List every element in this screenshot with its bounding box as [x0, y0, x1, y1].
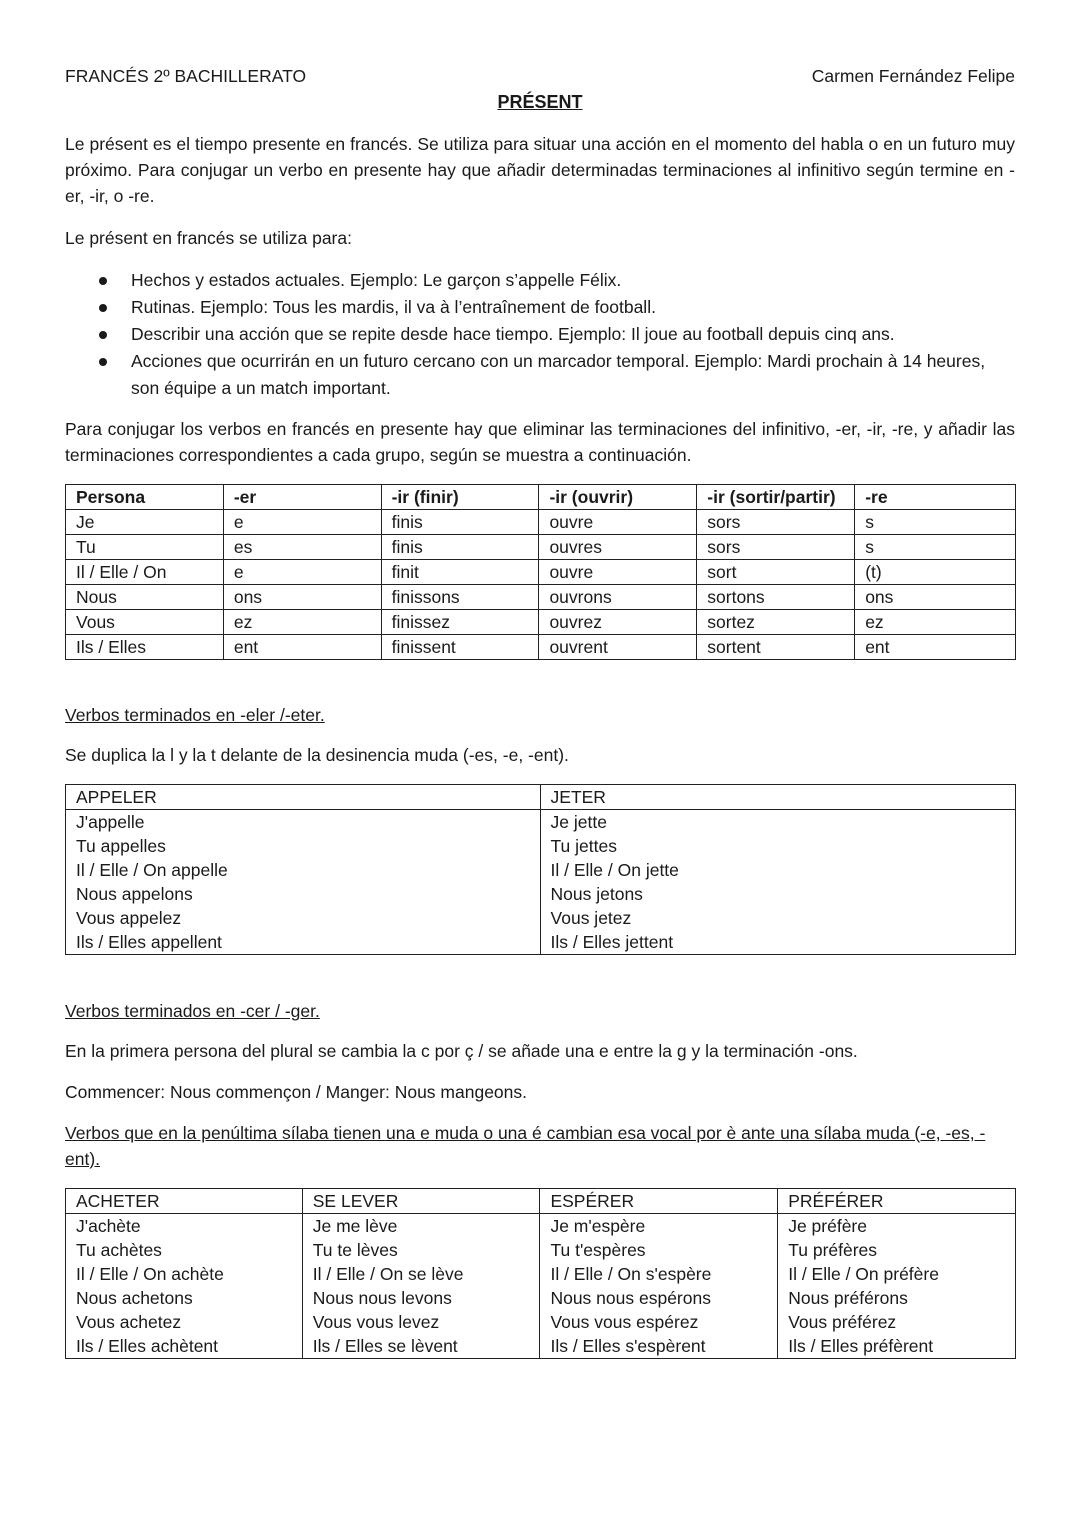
table-cell: finissons — [381, 585, 539, 610]
table-row — [66, 834, 1016, 858]
table-row — [66, 510, 1016, 535]
uses-title: Le présent en francés se utiliza para: — [65, 228, 352, 248]
table-row — [66, 1238, 1016, 1262]
table-cell: Je m'espère — [540, 1214, 778, 1239]
bullet-icon — [99, 358, 107, 366]
table-header-row — [66, 485, 1016, 510]
table-cell: ons — [223, 585, 381, 610]
col-header: -ir (finir) — [381, 485, 539, 510]
page-title: PRÉSENT — [497, 92, 583, 112]
table-row — [66, 1334, 1016, 1359]
col-header: SE LEVER — [302, 1189, 540, 1214]
table-cell: sortez — [697, 610, 855, 635]
table-cell: (t) — [855, 560, 1016, 585]
table-cell: sors — [697, 535, 855, 560]
table-cell: Nous préférons — [778, 1286, 1016, 1310]
table-cell: s — [855, 535, 1016, 560]
table-cell: Ils / Elles appellent — [66, 930, 541, 955]
col-header: -ir (sortir/partir) — [697, 485, 855, 510]
table-cell: e — [223, 510, 381, 535]
list-item — [65, 267, 1015, 294]
table-cell: Vous vous espérez — [540, 1310, 778, 1334]
table-cell: Tu appelles — [66, 834, 541, 858]
table-cell: finit — [381, 560, 539, 585]
list-item-text: Acciones que ocurrirán en un futuro cercano con un marcador temporal. Ejemplo: Mardi prochain à 14 heures, son équipe a un match important. — [131, 351, 986, 398]
table-cell: Il / Elle / On s'espère — [540, 1262, 778, 1286]
eler-section-title: Verbos terminados en -eler /-eter. — [65, 705, 325, 725]
col-header: ESPÉRER — [540, 1189, 778, 1214]
eler-rule: Se duplica la l y la t delante de la desinencia muda (-es, -e, -ent). — [65, 745, 569, 765]
table-cell: finis — [381, 535, 539, 560]
table-cell: ouvrez — [539, 610, 697, 635]
bullet-icon — [99, 331, 107, 339]
conjugation-intro: Para conjugar los verbos en francés en presente hay que eliminar las terminaciones del infinitivo, -er, -ir, -re, y añadir las terminaciones correspondientes a cada grupo, según se muestra a continuación. — [65, 419, 1015, 465]
table-cell: s — [855, 510, 1016, 535]
table-row — [66, 560, 1016, 585]
list-item — [65, 321, 1015, 348]
table-cell: finissez — [381, 610, 539, 635]
table-cell: Je me lève — [302, 1214, 540, 1239]
table-cell: finissent — [381, 635, 539, 660]
table-cell: Ils / Elles préfèrent — [778, 1334, 1016, 1359]
table-cell: Vous jetez — [540, 906, 1015, 930]
table-cell: Je préfère — [778, 1214, 1016, 1239]
table-row — [66, 535, 1016, 560]
table-cell: Tu préfères — [778, 1238, 1016, 1262]
col-header: APPELER — [66, 785, 541, 810]
col-header: PRÉFÉRER — [778, 1189, 1016, 1214]
table-cell: sortons — [697, 585, 855, 610]
table-cell: Nous achetons — [66, 1286, 303, 1310]
table-cell: Nous appelons — [66, 882, 541, 906]
table-cell: Vous vous levez — [302, 1310, 540, 1334]
table-cell: ouvrent — [539, 635, 697, 660]
table-cell: ouvres — [539, 535, 697, 560]
table-row — [66, 930, 1016, 955]
table-cell: Ils / Elles jettent — [540, 930, 1015, 955]
table-cell: Vous préférez — [778, 1310, 1016, 1334]
table-cell: Il / Elle / On jette — [540, 858, 1015, 882]
table-cell: sortent — [697, 635, 855, 660]
table-cell: Ils / Elles — [66, 635, 224, 660]
table-cell: Vous appelez — [66, 906, 541, 930]
table-cell: Ils / Elles achètent — [66, 1334, 303, 1359]
table-cell: Ils / Elles s'espèrent — [540, 1334, 778, 1359]
table-cell: ouvre — [539, 510, 697, 535]
table-cell: Vous achetez — [66, 1310, 303, 1334]
table-cell: Nous jetons — [540, 882, 1015, 906]
table-row — [66, 858, 1016, 882]
header-right: Carmen Fernández Felipe — [811, 66, 1015, 86]
header-left: FRANCÉS 2º BACHILLERATO — [65, 66, 307, 86]
table-cell: ons — [855, 585, 1016, 610]
table-cell: Nous nous espérons — [540, 1286, 778, 1310]
col-header: -er — [223, 485, 381, 510]
table-row — [66, 810, 1016, 835]
table-cell: ez — [855, 610, 1016, 635]
table-cell: Tu achètes — [66, 1238, 303, 1262]
accent-section-title: Verbos que en la penúltima sílaba tienen una e muda o una é cambian esa vocal por è ante una sílaba muda (-e, -es, -ent). — [65, 1123, 986, 1169]
table-cell: ent — [855, 635, 1016, 660]
table-cell: Il / Elle / On préfère — [778, 1262, 1016, 1286]
table-cell: Nous — [66, 585, 224, 610]
uses-list — [65, 267, 1015, 402]
table-row — [66, 610, 1016, 635]
table-cell: es — [223, 535, 381, 560]
list-item-text: Rutinas. Ejemplo: Tous les mardis, il va à l’entraînement de football. — [131, 297, 656, 317]
list-item — [65, 294, 1015, 321]
table-cell: ouvre — [539, 560, 697, 585]
table-cell: Tu t'espères — [540, 1238, 778, 1262]
table-cell: finis — [381, 510, 539, 535]
col-header: -re — [855, 485, 1016, 510]
list-item-text: Hechos y estados actuales. Ejemplo: Le garçon s’appelle Félix. — [131, 270, 622, 290]
table-row — [66, 1262, 1016, 1286]
col-header: ACHETER — [66, 1189, 303, 1214]
table-row — [66, 1286, 1016, 1310]
table-cell: Je jette — [540, 810, 1015, 835]
col-header: -ir (ouvrir) — [539, 485, 697, 510]
table-row — [66, 1310, 1016, 1334]
table-row — [66, 585, 1016, 610]
table-cell: J'appelle — [66, 810, 541, 835]
table-cell: e — [223, 560, 381, 585]
endings-table — [65, 484, 1016, 660]
bullet-icon — [99, 304, 107, 312]
table-cell: sors — [697, 510, 855, 535]
col-header: Persona — [66, 485, 224, 510]
table-cell: Il / Elle / On appelle — [66, 858, 541, 882]
eler-table — [65, 784, 1016, 955]
table-header-row — [66, 1189, 1016, 1214]
table-row — [66, 1214, 1016, 1239]
table-cell: Nous nous levons — [302, 1286, 540, 1310]
table-cell: ouvrons — [539, 585, 697, 610]
table-cell: Je — [66, 510, 224, 535]
table-row — [66, 635, 1016, 660]
table-cell: sort — [697, 560, 855, 585]
table-cell: Tu jettes — [540, 834, 1015, 858]
table-header-row — [66, 785, 1016, 810]
cer-example: Commencer: Nous commençon / Manger: Nous mangeons. — [65, 1082, 528, 1102]
table-cell: ez — [223, 610, 381, 635]
intro-paragraph: Le présent es el tiempo presente en francés. Se utiliza para situar una acción en el momento del habla o en un futuro muy próximo. Para conjugar un verbo en presente hay que añadir determinadas terminaciones al infinitivo según termine en -er, -ir, o -re. — [65, 134, 1015, 206]
table-row — [66, 882, 1016, 906]
table-cell: Il / Elle / On — [66, 560, 224, 585]
table-cell: J'achète — [66, 1214, 303, 1239]
cer-section-title: Verbos terminados en -cer / -ger. — [65, 1001, 320, 1021]
bullet-icon — [99, 277, 107, 285]
list-item-text: Describir una acción que se repite desde hace tiempo. Ejemplo: Il joue au football depuis cinq ans. — [131, 324, 895, 344]
table-cell: Tu — [66, 535, 224, 560]
table-row — [66, 906, 1016, 930]
col-header: JETER — [540, 785, 1015, 810]
table-cell: ent — [223, 635, 381, 660]
table-cell: Il / Elle / On achète — [66, 1262, 303, 1286]
accent-table — [65, 1188, 1016, 1359]
table-cell: Ils / Elles se lèvent — [302, 1334, 540, 1359]
cer-rule: En la primera persona del plural se cambia la c por ç / se añade una e entre la g y la terminación -ons. — [65, 1041, 858, 1061]
table-cell: Vous — [66, 610, 224, 635]
list-item — [65, 348, 1015, 402]
table-cell: Tu te lèves — [302, 1238, 540, 1262]
table-cell: Il / Elle / On se lève — [302, 1262, 540, 1286]
